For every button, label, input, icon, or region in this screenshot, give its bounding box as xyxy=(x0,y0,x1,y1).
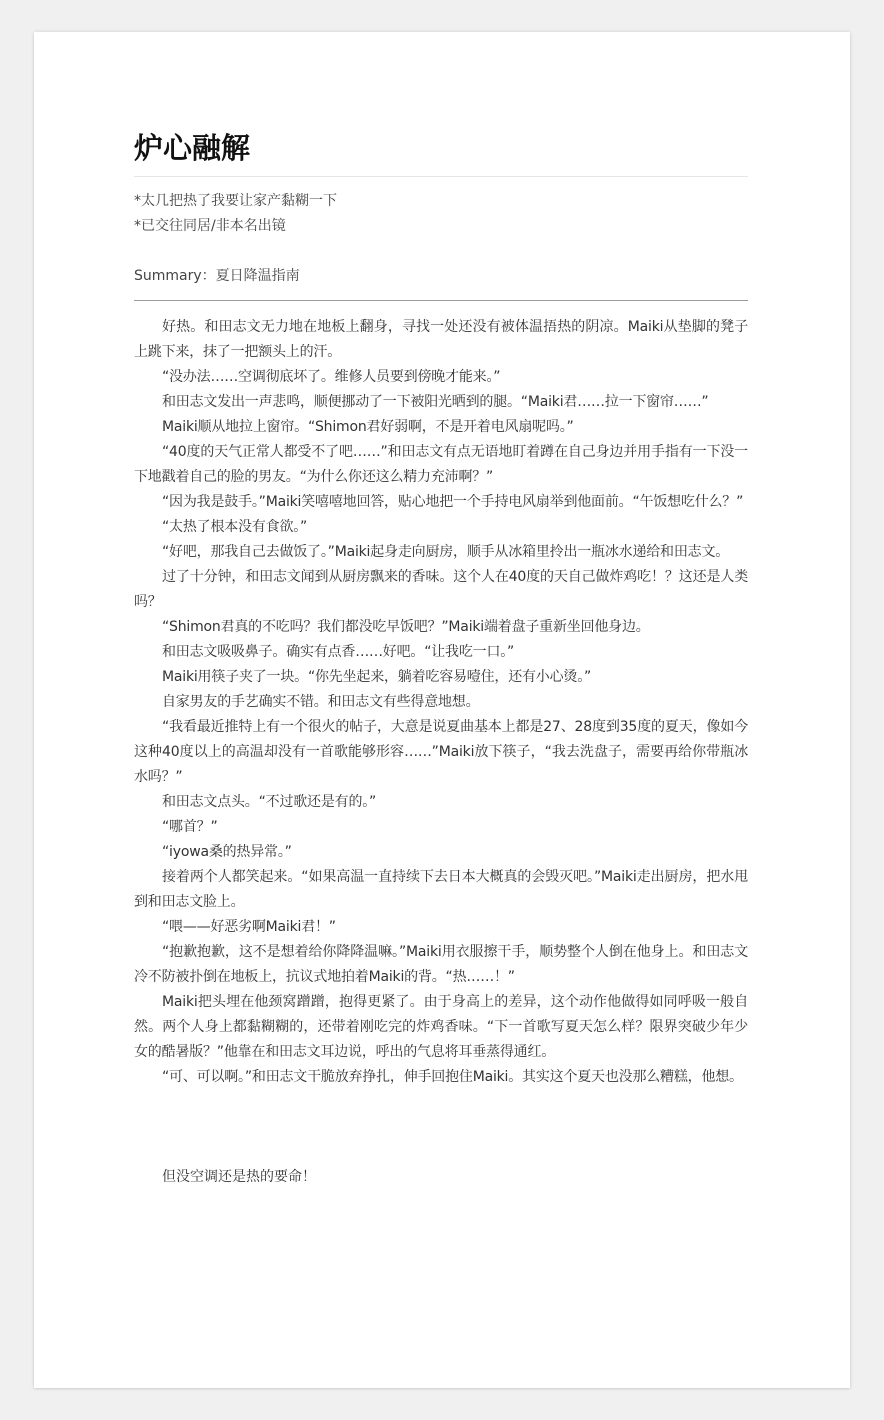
story-paragraph: “太热了根本没有食欲。” xyxy=(162,519,308,535)
summary-text: 夏日降温指南 xyxy=(215,268,300,284)
author-note: *太几把热了我要让家产黏糊一下 xyxy=(134,193,337,209)
story-paragraph: Maiki顺从地拉上窗帘。“Shimon君好弱啊，不是开着电风扇呢吗。” xyxy=(162,419,574,435)
story-paragraph: 接着两个人都笑起来。“如果高温一直持续下去日本大概真的会毁灭吧。”Maiki走出厨房，把水甩到和田志文脸上。 xyxy=(134,869,748,910)
story-paragraph: 过了十分钟，和田志文闻到从厨房飘来的香味。这个人在40度的天自己做炸鸡吃！？这还是人类吗？ xyxy=(134,569,748,610)
summary-label: Summary： xyxy=(134,268,216,284)
story-paragraph: 自家男友的手艺确实不错。和田志文有些得意地想。 xyxy=(162,694,480,710)
story-paragraph: Maiki用筷子夹了一块。“你先坐起来，躺着吃容易噎住，还有小心烫。” xyxy=(162,669,592,685)
author-note: *已交往同居/非本名出镜 xyxy=(134,218,286,234)
story-paragraph: “Shimon君真的不吃吗？我们都没吃早饭吧？”Maiki端着盘子重新坐回他身边。 xyxy=(162,619,650,635)
story-paragraph: “因为我是鼓手。”Maiki笑嘻嘻地回答，贴心地把一个手持电风扇举到他面前。“午饭想吃什么？” xyxy=(162,494,744,510)
story-paragraph: “没办法……空调彻底坏了。维修人员要到傍晚才能来。” xyxy=(162,369,501,385)
story-paragraph: “哪首？” xyxy=(162,819,218,835)
story-ending: 但没空调还是热的要命！ xyxy=(162,1169,316,1185)
document-page xyxy=(34,32,850,1388)
story-paragraph: “我看最近推特上有一个很火的帖子，大意是说夏曲基本上都是27、28度到35度的夏天，像如今这种40度以上的高温却没有一首歌能够形容……”Maiki放下筷子，“我去洗盘子，需要再给你带瓶冰水吗？” xyxy=(134,719,748,785)
story-paragraph: 好热。和田志文无力地在地板上翻身，寻找一处还没有被体温捂热的阴凉。Maiki从垫脚的凳子上跳下来，抹了一把额头上的汗。 xyxy=(134,319,748,360)
story-paragraph: “可、可以啊。”和田志文干脆放弃挣扎，伸手回抱住Maiki。其实这个夏天也没那么糟糕，他想。 xyxy=(162,1069,743,1085)
story-paragraph: “喂——好恶劣啊Maiki君！” xyxy=(162,919,336,935)
story-paragraph: Maiki把头埋在他颈窝蹭蹭，抱得更紧了。由于身高上的差异，这个动作他做得如同呼吸一般自然。两个人身上都黏糊糊的，还带着刚吃完的炸鸡香味。“下一首歌写夏天怎么样？限界突破少年少女的酷暑版？”他靠在和田志文耳边说，呼出的气息将耳垂蒸得通红。 xyxy=(134,994,748,1060)
story-paragraph: “iyowa桑的热异常。” xyxy=(162,844,292,860)
story-body xyxy=(134,315,748,1090)
story-paragraph: “好吧，那我自己去做饭了。”Maiki起身走向厨房，顺手从冰箱里拎出一瓶冰水递给和田志文。 xyxy=(162,544,730,560)
document-content xyxy=(134,128,748,1190)
story-paragraph: “抱歉抱歉，这不是想着给你降降温嘛。”Maiki用衣服擦干手，顺势整个人倒在他身上。和田志文冷不防被扑倒在地板上，抗议式地拍着Maiki的背。“热……！” xyxy=(134,944,748,985)
story-paragraph: 和田志文点头。“不过歌还是有的。” xyxy=(162,794,377,810)
story-paragraph: “40度的天气正常人都受不了吧……”和田志文有点无语地盯着蹲在自己身边并用手指有一下没一下地戳着自己的脸的男友。“为什么你还这么精力充沛啊？” xyxy=(134,444,748,485)
story-paragraph: 和田志文吸吸鼻子。确实有点香……好吧。“让我吃一口。” xyxy=(162,644,515,660)
story-paragraph: 和田志文发出一声悲鸣，顺便挪动了一下被阳光晒到的腿。“Maiki君……拉一下窗帘……” xyxy=(162,394,709,410)
summary xyxy=(134,264,748,289)
summary-divider xyxy=(134,300,748,301)
document-title: 炉心融解 xyxy=(134,131,251,165)
title-divider xyxy=(134,176,748,177)
